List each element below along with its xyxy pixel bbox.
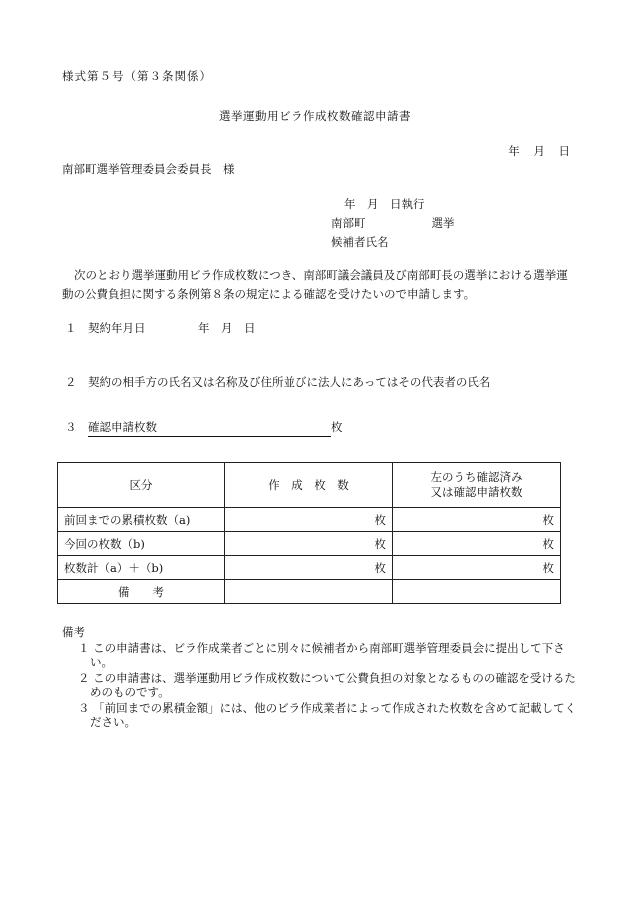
row-label: 今回の枚数（b) xyxy=(58,532,225,556)
row-confirmed-cell: 枚 xyxy=(393,556,561,580)
addressee: 南部町選挙管理委員会委員長 様 xyxy=(62,162,235,176)
note-item: ２ この申請書は、選挙運動用ビラ作成枚数について公費負担の対象となるものの確認を受けるためのものです。 xyxy=(78,671,576,699)
item-contract-date xyxy=(65,320,256,336)
header-confirmed-line2: 又は確認申請枚数 xyxy=(430,485,523,499)
item-contractor xyxy=(65,374,490,390)
row-confirmed-cell xyxy=(393,580,561,604)
header-category: 区分 xyxy=(58,463,225,508)
table-row-remarks xyxy=(58,580,561,604)
item-requested-count xyxy=(65,419,343,437)
note-item: １ この申請書は、ビラ作成業者ごとに別々に候補者から南部町選挙管理委員会に提出して下さい。 xyxy=(78,641,565,669)
candidate-name-label: 候補者氏名 xyxy=(331,235,389,249)
table-row xyxy=(58,532,561,556)
notes-title: 備考 xyxy=(62,625,85,639)
row-confirmed-cell: 枚 xyxy=(393,532,561,556)
table-header-row xyxy=(58,463,561,508)
row-produced-cell: 枚 xyxy=(225,556,393,580)
application-statement: 次のとおり選挙運動用ビラ作成枚数につき、南部町議会議員及び南部町長の選挙における選挙運動の公費負担に関する条例第８条の規定による確認を受けたいので申請します。 xyxy=(62,268,568,301)
item-number: ３ xyxy=(65,420,77,434)
note-item: ３ 「前回までの累積金額」には、他のビラ作成業者によって作成された枚数を含めて記載してください。 xyxy=(78,701,577,729)
form-number: 様式第５号（第３条関係） xyxy=(62,69,212,83)
row-confirmed-cell: 枚 xyxy=(393,508,561,532)
row-produced-cell: 枚 xyxy=(225,508,393,532)
item-number: １ xyxy=(65,321,77,335)
row-label: 枚数計（a）＋（b) xyxy=(58,556,225,580)
row-produced-cell xyxy=(225,580,393,604)
item-label: 確認申請枚数 xyxy=(88,420,157,434)
election-execution-date: 年 月 日執行 xyxy=(344,197,425,211)
item-label: 契約年月日 xyxy=(88,321,146,335)
item-number: ２ xyxy=(65,375,77,389)
item-label: 契約の相手方の氏名又は名称及び住所並びに法人にあってはその代表者の氏名 xyxy=(88,375,491,389)
item-value: 年 月 日 xyxy=(198,321,256,335)
item-unit: 枚 xyxy=(331,420,343,434)
document-title: 選挙運動用ビラ作成枚数確認申請書 xyxy=(219,109,411,123)
count-table xyxy=(57,462,561,604)
header-confirmed-line1: 左のうち確認済み xyxy=(430,470,523,484)
requested-count-field xyxy=(88,419,331,437)
application-date: 年 月 日 xyxy=(508,144,570,158)
town-election-line xyxy=(331,215,455,231)
town-label: 南部町 xyxy=(331,216,366,230)
election-label: 選挙 xyxy=(431,216,455,230)
row-label: 前回までの累積枚数（a) xyxy=(58,508,225,532)
header-confirmed-count xyxy=(393,463,561,508)
header-produced-count: 作 成 枚 数 xyxy=(225,463,393,508)
row-label: 備 考 xyxy=(58,580,225,604)
row-produced-cell: 枚 xyxy=(225,532,393,556)
notes-section xyxy=(62,624,582,731)
table-row xyxy=(58,508,561,532)
table-row xyxy=(58,556,561,580)
